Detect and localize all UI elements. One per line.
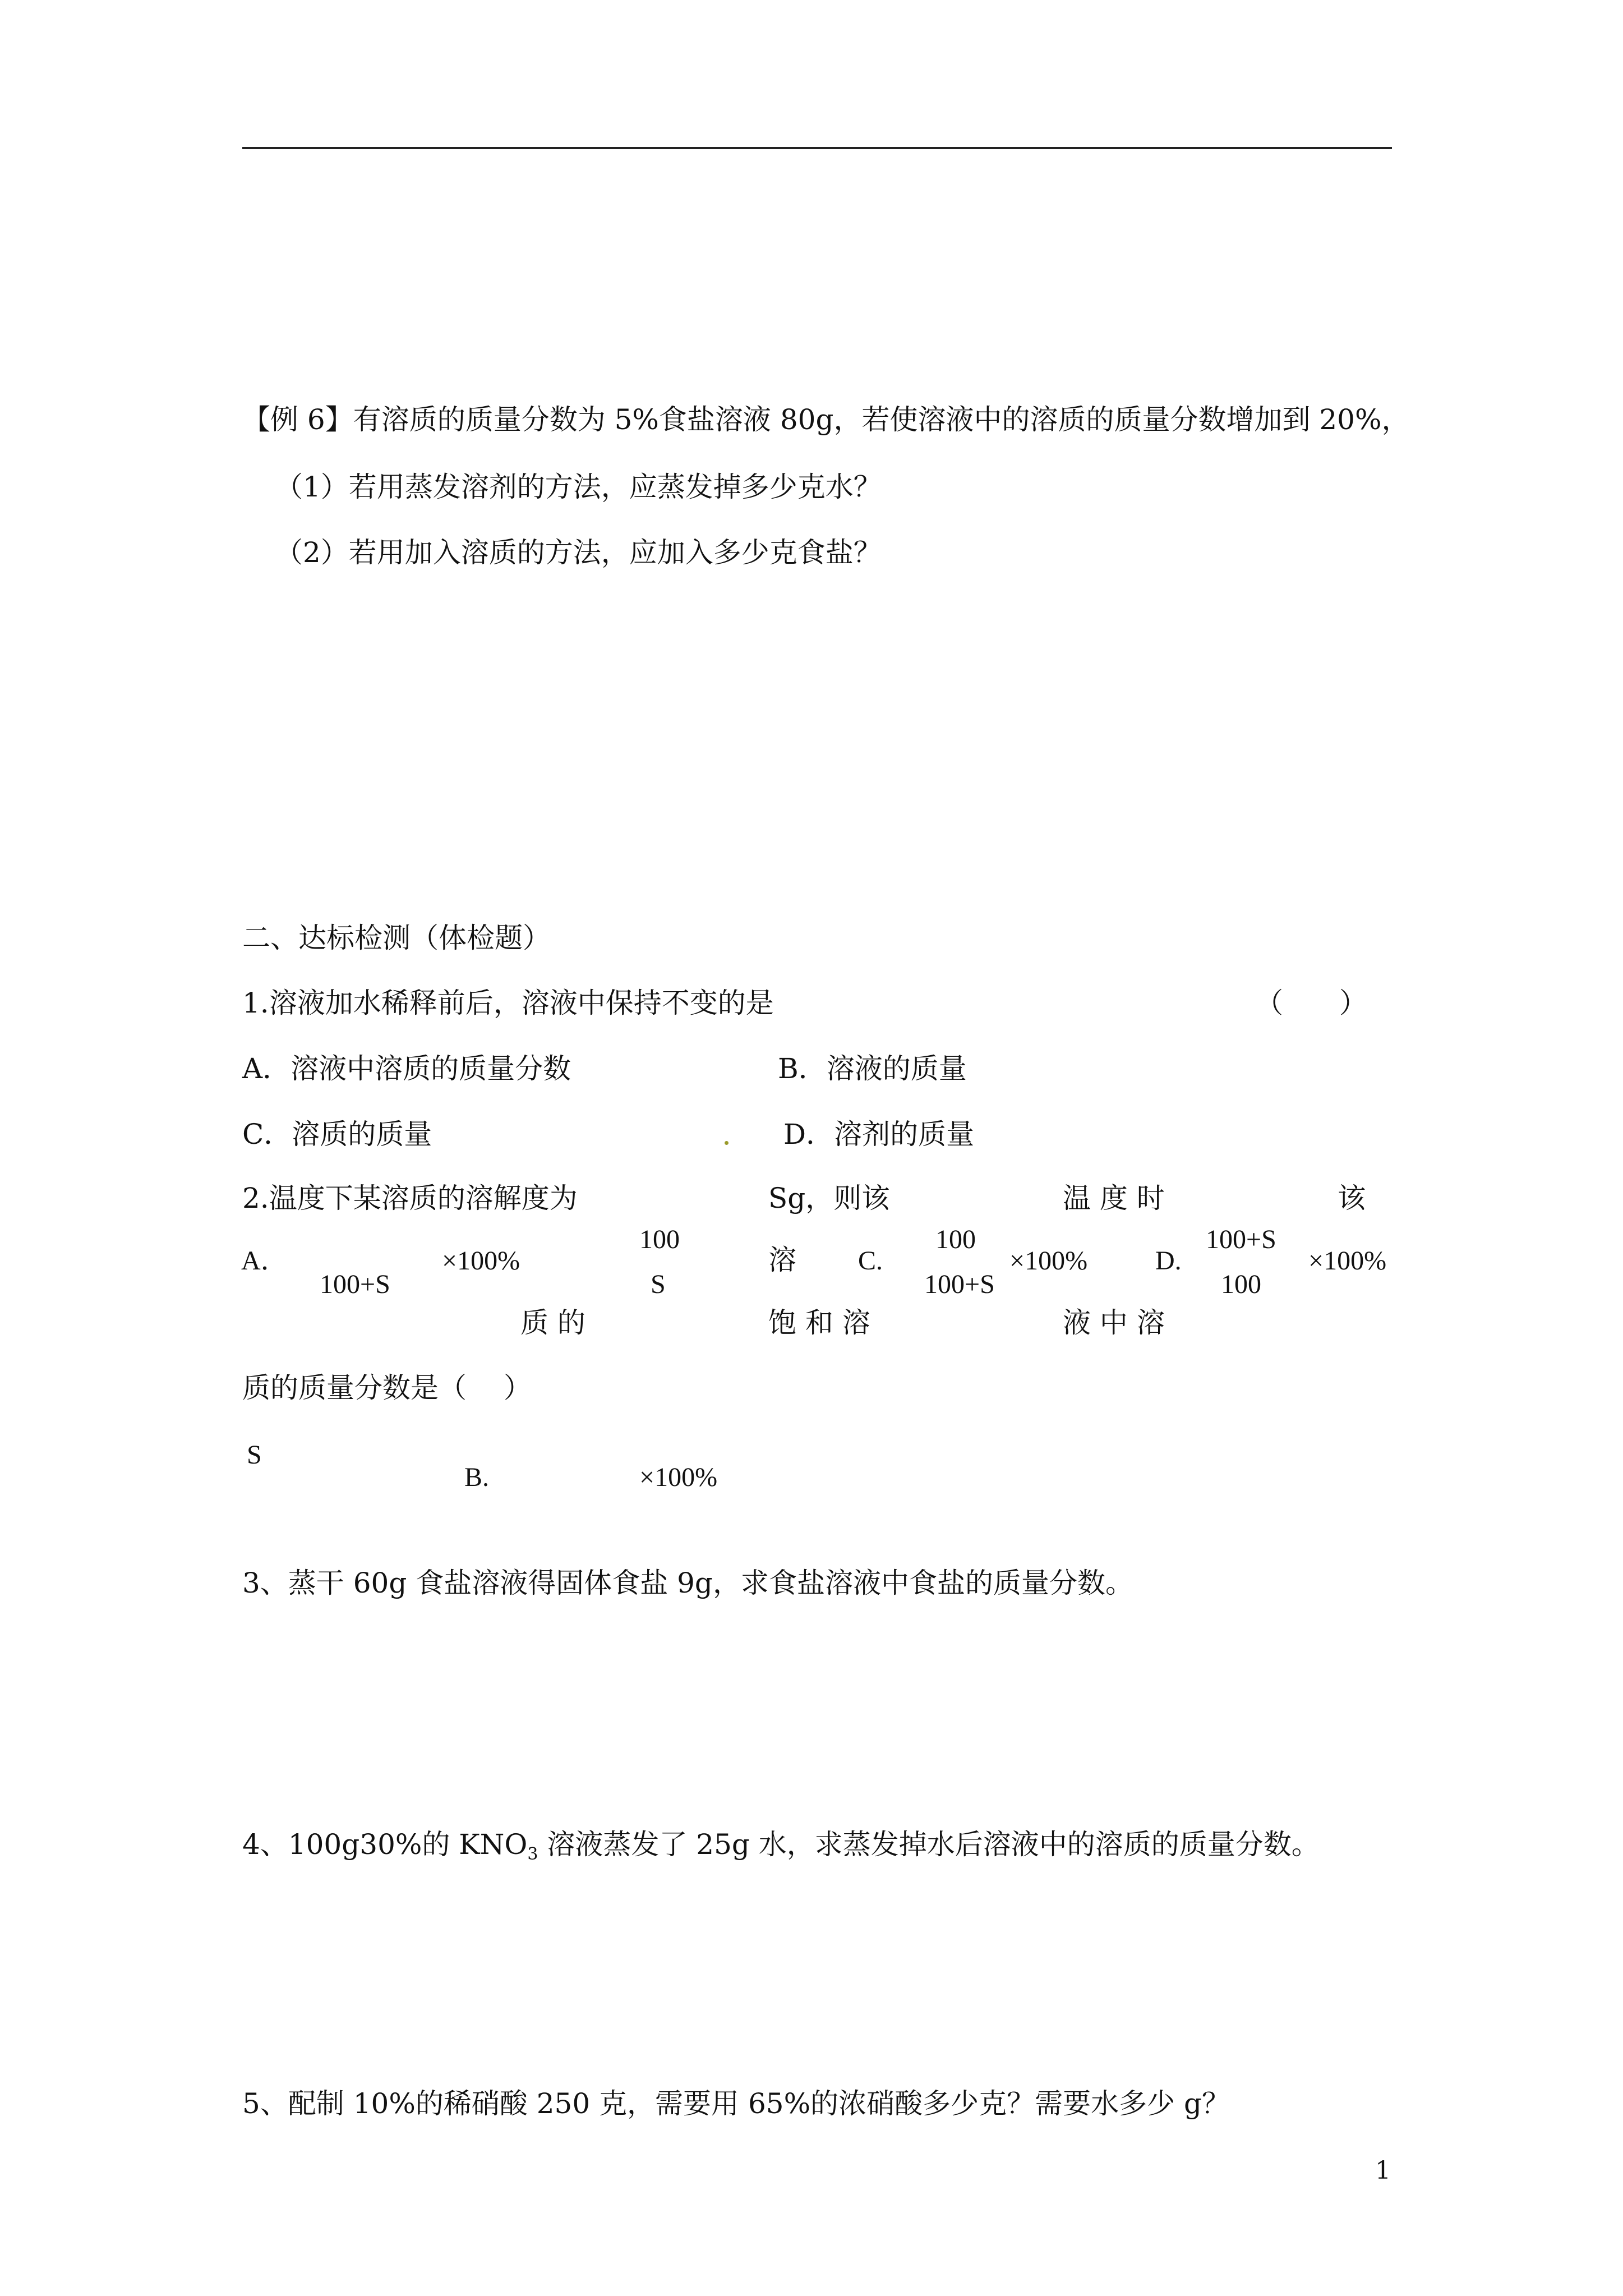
- q2-c-numerator: 100: [935, 1225, 976, 1254]
- q2-a-numerator: S: [247, 1440, 262, 1470]
- example-6-stem: 【例 6】有溶质的质量分数为 5%食盐溶液 80g，若使溶液中的溶质的质量分数增加到 20%，: [242, 403, 1410, 436]
- example-6-label: 【例 6】: [242, 403, 353, 436]
- page-number: 1: [1375, 2156, 1391, 2185]
- q2-option-c-label: C.: [858, 1246, 883, 1276]
- q4-text: 4、100g30%的 $KNO_3$ 溶液蒸发了 25g 水，求蒸发掉水后溶液中的溶质的质量分数。: [242, 1828, 1320, 1864]
- q2-a-multiplier: ×100%: [442, 1246, 520, 1276]
- q1-option-d: D．溶剂的质量: [783, 1118, 975, 1151]
- q1-option-c: C．溶质的质量: [242, 1118, 432, 1151]
- q2-d-numerator: 100+S: [1206, 1225, 1276, 1254]
- q2-stem-part-2: Sg，则该: [768, 1182, 890, 1214]
- q2-stem-ye-zhong-rong: 液 中 溶: [1063, 1306, 1165, 1339]
- q2-b-numerator: 100: [639, 1225, 680, 1254]
- q1-option-a: A．溶液中溶质的质量分数: [242, 1052, 571, 1085]
- q2-c-denominator: 100+S: [924, 1269, 995, 1299]
- stray-dot: [725, 1141, 728, 1145]
- q2-stem-tail: 质的质量分数是（ ）: [242, 1372, 532, 1404]
- q2-option-d-label: D.: [1155, 1246, 1182, 1276]
- q4-subscript: 3: [527, 1844, 538, 1864]
- q2-option-b-label: B.: [464, 1462, 490, 1492]
- q2-stem-part-1: 2.温度下某溶质的溶解度为: [242, 1182, 578, 1214]
- q1-stem: 1.溶液加水稀释前后，溶液中保持不变的是: [242, 987, 774, 1019]
- q2-c-multiplier: ×100%: [1009, 1246, 1088, 1276]
- q2-stem-zhi-de: 质 的: [520, 1306, 585, 1339]
- q2-b-multiplier: ×100%: [639, 1462, 718, 1492]
- q2-a-denominator: 100+S: [320, 1269, 390, 1299]
- q1-answer-bracket: （ ）: [1255, 987, 1367, 1019]
- header-rule: [242, 147, 1392, 149]
- q2-stem-part-3: 温 度 时: [1063, 1182, 1165, 1214]
- example-6-question-2: （2）若用加入溶质的方法，应加入多少克食盐？: [275, 536, 882, 569]
- q5-text: 5、配制 10%的稀硝酸 250 克，需要用 65%的浓硝酸多少克？需要水多少 g？: [242, 2087, 1230, 2120]
- example-6-question-1: （1）若用蒸发溶剂的方法，应蒸发掉多少克水？: [275, 471, 882, 503]
- q2-option-a-label: A．: [241, 1246, 288, 1276]
- q2-d-denominator: 100: [1221, 1269, 1261, 1299]
- section-heading: 二、达标检测（体检题）: [242, 922, 551, 954]
- q2-stem-part-4: 该: [1338, 1182, 1366, 1214]
- q2-stem-rong: 溶: [768, 1244, 796, 1276]
- q2-d-multiplier: ×100%: [1308, 1246, 1387, 1276]
- q2-b-denominator: S: [651, 1269, 666, 1299]
- q2-stem-bao-he-rong: 饱 和 溶: [768, 1306, 870, 1339]
- q1-option-b: B．溶液的质量: [778, 1052, 967, 1085]
- q3-text: 3、蒸干 60g 食盐溶液得固体食盐 9g，求食盐溶液中食盐的质量分数。: [242, 1567, 1133, 1599]
